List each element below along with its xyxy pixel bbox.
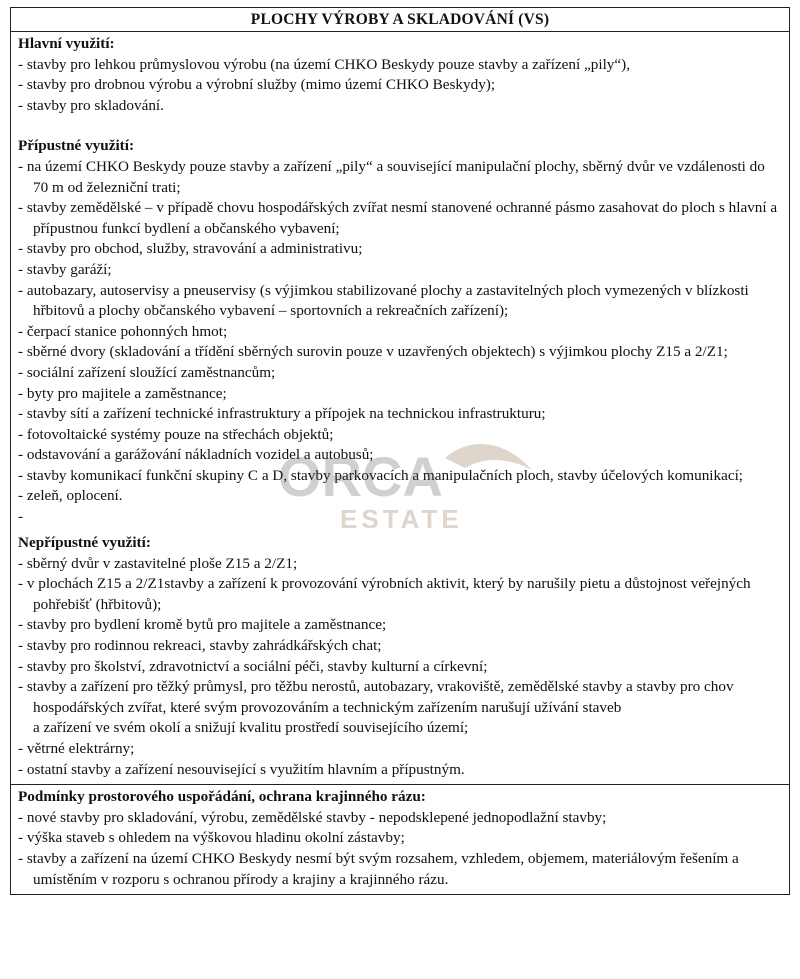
- list-item: - stavby zemědělské – v případě chovu hospodářských zvířat nesmí stanovené ochranné pásmo zasahovat do ploch s hlavní a přípustnou funkcí bydlení a občanského vybavení;: [18, 199, 778, 237]
- list-item: - sběrný dvůr v zastavitelné ploše Z15 a 2/Z1;: [18, 554, 298, 572]
- list-item: - stavby pro lehkou průmyslovou výrobu (na území CHKO Beskydy pouze stavby a zařízení „pily“),: [18, 55, 630, 73]
- list-item: - fotovoltaické systémy pouze na střechách objektů;: [18, 425, 334, 443]
- trailing-dash: -: [18, 508, 24, 526]
- list-item: - zeleň, oplocení.: [18, 487, 123, 505]
- list-item: - nové stavby pro skladování, výrobu, zemědělské stavby - nepodsklepené jednopodlažní stavby;: [18, 808, 607, 826]
- list-item-continuation: a zařízení ve svém okolí a snižují kvalitu prostředí souvisejícího území;: [33, 719, 469, 737]
- list-item: - čerpací stanice pohonných hmot;: [18, 322, 228, 340]
- list-item: - sběrné dvory (skladování a třídění sběrných surovin pouze v uzavřených objektech) s výjimkou plochy Z15 a 2/Z1;: [18, 343, 728, 361]
- list-item: - v plochách Z15 a 2/Z1stavby a zařízení k provozování výrobních aktivit, který by narušily pietu a důstojnost veřejných pohřebišť (hřbitovů);: [18, 575, 751, 613]
- prohibited-use-list: [18, 554, 782, 781]
- spatial-conditions-list: [18, 808, 782, 890]
- list-item: - sociální zařízení sloužící zaměstnancům;: [18, 363, 276, 381]
- permitted-use-heading: Přípustné využití:: [18, 137, 135, 155]
- table-title: PLOCHY VÝROBY A SKLADOVÁNÍ (VS): [11, 8, 790, 32]
- regulation-table: [10, 7, 790, 895]
- list-item: - stavby pro bydlení kromě bytů pro majitele a zaměstnance;: [18, 616, 387, 634]
- spacer: [18, 116, 782, 136]
- list-item: - stavby sítí a zařízení technické infrastruktury a přípojek na technickou infrastrukturu;: [18, 405, 546, 423]
- list-item: - ostatní stavby a zařízení nesouvisející s využitím hlavním a přípustným.: [18, 760, 465, 778]
- list-item: - stavby a zařízení pro těžký průmysl, pro těžbu nerostů, autobazary, vrakoviště, zemědělské stavby a stavby pro chov hospodářských zvířat, které svým provozováním a technickým zařízením narušují užívání staveb: [18, 678, 734, 716]
- list-item: - odstavování a garážování nákladních vozidel a autobusů;: [18, 446, 374, 464]
- list-item: - byty pro majitele a zaměstnance;: [18, 384, 227, 402]
- main-use-heading: Hlavní využití:: [18, 35, 115, 52]
- list-item: - na území CHKO Beskydy pouze stavby a zařízení „pily“ a související manipulační plochy, sběrný dvůr ve vzdálenosti do 70 m od železniční trati;: [18, 157, 765, 196]
- regulation-sheet: [10, 7, 790, 895]
- list-item: - stavby pro drobnou výrobu a výrobní služby (mimo území CHKO Beskydy);: [18, 76, 496, 94]
- permitted-use-list: [18, 157, 782, 527]
- list-item: - stavby komunikací funkční skupiny C a D, stavby parkovacích a manipulačních ploch, stavby účelových komunikací;: [18, 466, 744, 484]
- watermark-word-orca: ORCA: [278, 445, 443, 508]
- main-use-list: [18, 55, 782, 117]
- list-item: - stavby pro rodinnou rekreaci, stavby zahrádkářských chat;: [18, 637, 382, 655]
- prohibited-use-heading: Nepřípustné využití:: [18, 534, 151, 552]
- list-item: - stavby pro obchod, služby, stravování a administrativu;: [18, 240, 363, 258]
- list-item: - autobazary, autoservisy a pneuservisy (s výjimkou stabilizované plochy a zastavitelných ploch vymezených v blízkosti hřbitovů a plochy občanského vybavení – sportovních a rekreačních zařízení);: [18, 281, 749, 320]
- list-item: - stavby pro skladování.: [18, 96, 164, 114]
- list-item: - stavby garáží;: [18, 260, 112, 278]
- list-item: - stavby pro školství, zdravotnictví a sociální péči, stavby kulturní a církevní;: [18, 657, 488, 675]
- spatial-conditions-heading: Podmínky prostorového uspořádání, ochrana krajinného rázu:: [18, 788, 426, 806]
- spatial-conditions-section: [11, 785, 790, 895]
- list-item: - stavby a zařízení na území CHKO Beskydy nesmí být svým rozsahem, vzhledem, objemem, materiálovým řešením a umístěním v rozporu s ochranou přírody a krajiny a krajinného rázu.: [18, 849, 739, 888]
- usage-section: [11, 32, 790, 785]
- watermark-word-estate: ESTATE: [340, 504, 463, 534]
- list-item: - větrné elektrárny;: [18, 740, 135, 757]
- list-item: - výška staveb s ohledem na výškovou hladinu okolní zástavby;: [18, 829, 405, 847]
